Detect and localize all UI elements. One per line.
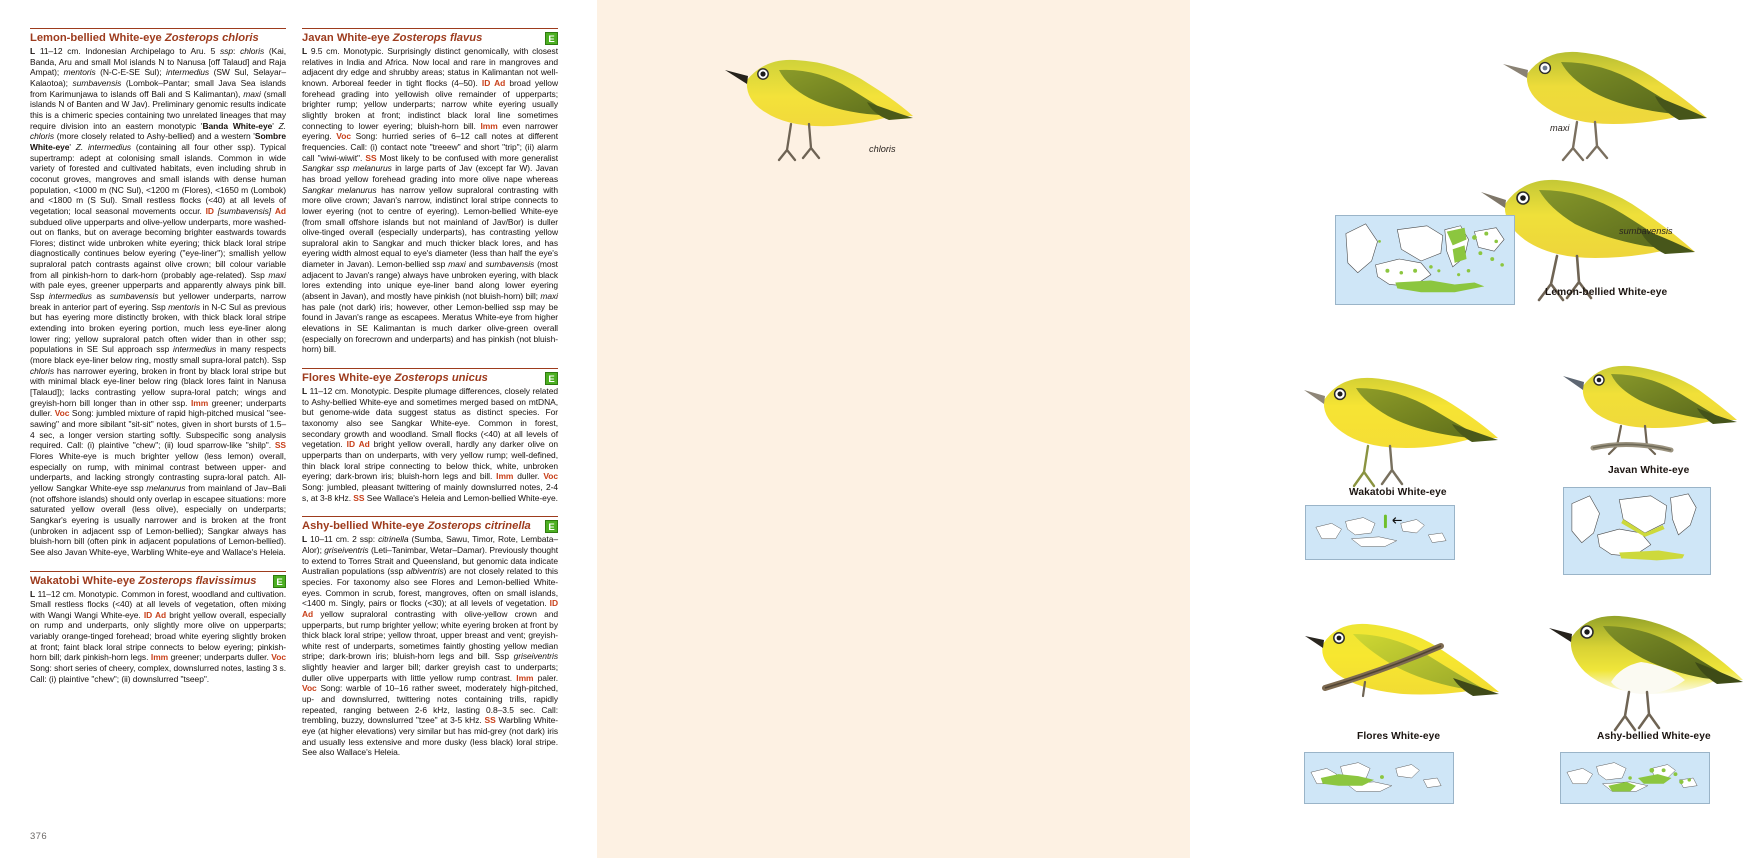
range-map-flores [1304,752,1454,804]
species-heading-wakatobi [30,575,286,588]
range-map-wakatobi [1305,505,1455,560]
species-entry-javan [302,28,558,355]
species-heading-javan [302,32,558,45]
endemic-badge: E [273,575,286,588]
ssp-label-maxi: maxi [1550,123,1570,133]
species-common-name: Javan White-eye [302,32,390,44]
left-page [0,0,597,858]
endemic-badge: E [545,372,558,385]
species-scientific-name: Zosterops unicus [394,372,488,385]
bird-illustration-javan [1559,350,1739,475]
text-column-2 [302,28,558,788]
plate-label-flores: Flores White-eye [1357,731,1441,742]
text-column-1 [30,28,286,788]
species-common-name: Lemon-bellied White-eye [30,32,162,44]
species-common-name: Flores White-eye [302,372,392,385]
plate-label-ashy-bellied: Ashy-bellied White-eye [1597,731,1711,742]
endemic-badge: E [545,32,558,45]
plate-label-wakatobi: Wakatobi White-eye [1349,487,1447,498]
range-map-ashy-bellied [1560,752,1710,804]
bird-illustration-maxi [1497,30,1717,170]
range-map-javan [1563,487,1711,575]
section-rule [30,571,286,572]
ssp-label-chloris: chloris [869,144,896,154]
species-scientific-name: Zosterops citrinella [427,520,531,533]
species-heading-flores [302,372,558,385]
species-description-wakatobi: L 11–12 cm. Monotypic. Common in forest, woodland and cultivation. Small restless flocks (<40) at all levels of vegetation, often mixing with Wangi Wangi White-eye. ID Ad bright yellow overall, especially on rump and underparts, only slightly more olive on upperparts; variably orange-tinged forehead; broad white eyering slightly broken at front; faint black loral stripe connects to below eyering; pinkish-horn bill; dark pinkish-horn legs. Imm greener; underparts duller. Voc Song: short series of cheery, complex, downslurred notes, lasting 3 s. Call: (i) plaintive "chew"; (ii) downslurred "tseep". [30,588,286,684]
right-page-plates [597,0,1711,858]
species-entry-flores [302,368,558,503]
bird-illustration-ashy-bellied [1545,600,1745,740]
endemic-badge: E [545,520,558,533]
section-rule [30,28,286,29]
species-common-name: Wakatobi White-eye [30,574,136,587]
text-columns [30,28,579,788]
species-heading-ashy-bellied [302,520,558,533]
species-description-javan: L 9.5 cm. Monotypic. Surprisingly distinct genomically, with closest relatives in India and Africa. Now local and rare in mangroves and adjacent dry edge and shrubby areas; status in Kalimantan not well-known. Arboreal feeder in tight flocks (4–50). ID Ad broad yellow forehead grading into yellowish olive remainder of upperparts; brighter rump; yellow underparts; narrow white eyering usually slightly broken at front; indistinct black loral line sometimes connecting to lower eyering; bluish-horn bill. Imm even narrower eyering. Voc Song: hurried series of 6–12 call notes at different frequencies. Call: (i) contact note "treeew" and short "trip"; (ii) alarm call "wiwi-wiwit". SS Most likely to be confused with more generalist Sangkar ssp melanurus in large parts of Jav (except far W). Javan has broad yellow forehead grading into more olive nape whereas Sangkar melanurus has narrow yellow supraloral contrasting with more olive crown; Javan's narrow, indistinct loral stripe connects to lower eyering (not to centre of eyering). Lemon-bellied White-eye (from small offshore islands but not mainland of Jav/Bor) is duller olive-tinged overall (especially underparts), has contrasting yellow supraloral akin to Sangkar and much thicker black lores, and has eyering width almost equal to eye's diameter (less than half the eye's diameter in Javan). Lemon-bellied ssp maxi and sumbavensis (most adjacent to Javan's range) always have unbroken eyering, with black lores extending into unique eye-liner band along lower eyering (absent in Javan), and mostly have pinkish (not bluish-horn) bill; maxi has pale (not dark) iris; however, other Lemon-bellied ssp may be found in Javan's range as escapees. Meratus White-eye from higher elevations in SE Kalimantan is much darker olive-green overall (especially on forecrown and underparts) and has pinkish (not bluish-horn) bill. [302,46,558,355]
species-scientific-name: Zosterops flavissimus [138,574,257,587]
ssp-label-sumbavensis: sumbavensis [1619,226,1673,236]
plate-label-lemon-bellied: Lemon-bellied White-eye [1545,287,1668,298]
range-map-lemon-bellied [1335,215,1515,305]
species-description-ashy-bellied: L 10–11 cm. 2 ssp: citrinella (Sumba, Sawu, Timor, Rote, Lembata–Alor); griseiventris (Leti–Tanimbar, Wetar–Damar). Previously thought to extend to Torres Strait and Queensland, but genomic data indicate Australian populations (ssp albiventris) are not closely related to this species. For taxonomy also see Flores and Lemon-bellied White-eyes. Common in scrub, forest, mangroves, often on small islands, <1400 m. Singly, pairs or flocks (<30); at all levels of vegetation. ID Ad yellow supraloral contrasting with olive-yellow crown and upperparts, but rump brighter yellow; white eyering broken at front by thick black loral stripe; yellow throat, upper breast and vent; greyish-white rest of underparts, sometimes faintly ghosting yellow median stripe; dark-brown iris; bluish-horn legs and bill. Ssp griseiventris slightly heavier and larger bill; darker greyish cast to underparts; duller olive upperparts with little yellow rump contrast. Imm paler. Voc Song: warble of 10–16 rather sweet, moderately high-pitched, up- and downslurred, twittering notes containing trills, rapidly repeated, ranging between 2-6 kHz, lasting 0.8–3.5 sec. Call: trembling, buzzy, downslurred "tzee" at 3-5 kHz. SS Warbling White-eye (at higher elevations) very similar but has mid-grey (not dark) iris and usually less extensive and more dusky (less black) loral stripe. See also Wallace's Heleia. [302,534,559,758]
section-rule [302,516,558,517]
species-heading-lemon-bellied [30,32,286,45]
species-scientific-name: Zosterops chloris [164,32,259,44]
species-scientific-name: Zosterops flavus [392,32,483,44]
section-rule [302,28,558,29]
bird-illustration-wakatobi [1302,360,1502,500]
species-description-lemon-bellied: L 11–12 cm. Indonesian Archipelago to Aru. 5 ssp: chloris (Kai, Banda, Aru and small Mol islands N to Nanusa [off Talaud] and Raja Ampat); mentoris (N-C-E-SE Sul); intermedius (SW Sul, Selayar–Kalaotoa); sumbavensis (Lombok–Pantar; small Java Sea islands from Karimunjawa to islands off Bali and S Kalimantan), maxi (small islands N of Banten and W Jav). Preliminary genomic results indicate this is a chimeric species containing two unrelated lineages that may require division into an eastern monotypic 'Banda White-eye' Z. chloris (more closely related to Ashy-bellied) and a western 'Sombre White-eye' Z. intermedius (containing all four other ssp). Typical supertramp: adept at colonising small islands. Common in wide variety of forested and cultivated habitats, even including shrub in coconut groves, mangroves and small islands with dense human population, <1000 m (NC Sul), <1200 m (Flores), <1650 m (Lombok) and <1800 m (S Sul). Small restless flocks (<40) at all levels of vegetation; local seasonal movements occur. ID [sumbavensis] Ad subdued olive upperparts and olive-yellow underparts, more washed-out on flanks, but on average becoming brighter eastwards towards Flores; distinct wide unbroken white eyering; thick black loral stripe diagnostically continues below eyering ("eye-liner"); smallish yellow supraloral patch contrasts against olive crown; bill colour variable from all pinkish-horn to dark-horn (probably age-related). Ssp maxi with pale eyes, greener upperparts and apparently always pink bill. Ssp intermedius as sumbavensis but yellower underparts, narrow break in anterior part of eyering. Ssp mentoris in N-C Sul as previous but has eyering more distinctly broken, with thick black loral stripe extending into broken eyering portion, much less eye-liner along lower ring; yellow supraloral patch often wider than in other ssp; populations in SE Sul approach ssp intermedius in many respects (more black eye-liner below ring, mostly small supra-loral patch). Ssp chloris has narrower eyering, broken in front by black loral stripe but with minimal black eye-liner below ring (black lores faint in Nanusa [Talaud]); lacks contrasting yellow supra-loral patch; wings and greyish-horn bill longer than in other ssp. Imm greener; underparts duller. Voc Song: jumbled mixture of rapid high-pitched musical "see-sawing" and more sibilant "sit-sit" notes, given in short bursts of 1.5–4 sec, a longer version starting softly. Subspecific song analysis required. Call: (i) plaintive "chew"; (ii) loud sparrow-like "shilp". SS Flores White-eye is much brighter yellow (less lemon) overall, especially on rump, with minimal contrast between upper- and underparts, and lacking strongly contrasting supra-loral patch. All-yellow Sangkar White-eye ssp melanurus from mainland of Jav–Bali (not offshore islands) should only overlap in escapee situations: more saturated yellow overall (less olive), especially on underparts; Sangkar's eyering is usually narrower and is broken at the front (unbroken in adjacent ssp of Lemon-bellied); Sangkar always has bluish-horn bill (often pink in adjacent populations of Lemon-bellied). See also Javan White-eye, Warbling White-eye and Wallace's Heleia. [30,46,287,557]
species-entry-wakatobi [30,571,286,685]
species-entry-ashy-bellied [302,516,558,758]
species-common-name: Ashy-bellied White-eye [302,520,425,533]
species-entry-lemon-bellied [30,28,286,558]
bird-illustration-flores [1305,610,1505,735]
page-number: 376 [30,831,48,842]
section-rule [302,368,558,369]
species-description-flores: L 11–12 cm. Monotypic. Despite plumage differences, closely related to Ashy-bellied White-eye and sometimes merged based on mtDNA, but genome-wide data suggest status as distinct species. For taxonomy also see Sangkar White-eye. Common in forest, secondary growth and woodland. Small flocks (<40) at all levels of vegetation. ID Ad bright yellow overall, hardly any darker olive on upperparts than on underparts, with very yellow rump; well-defined, thin black loral stripe connecting to below thick, white, unbroken eyering; dark-brown iris; bluish-horn legs and bill. Imm duller. Voc Song: jumbled, pleasant twittering of mainly downslurred notes, 2-4 s, at 3-8 kHz. SS See Wallace's Heleia and Lemon-bellied White-eye. [302,386,559,503]
plate-label-javan: Javan White-eye [1608,465,1690,476]
